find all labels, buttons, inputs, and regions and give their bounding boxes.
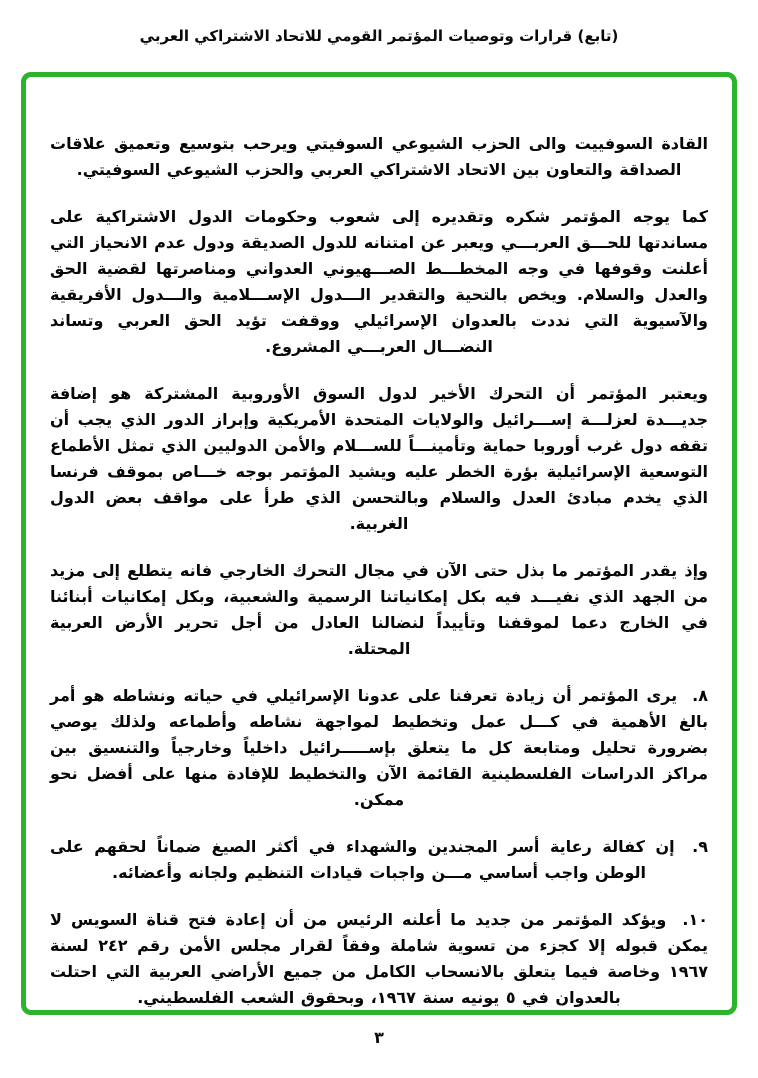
item-number: ٨. xyxy=(692,686,708,705)
numbered-item: ٩. إن كفالة رعاية أسر المجندين والشهداء في أكثر الصيغ ضماناً لحقهم على الوطن واجب أساسي مـــن واجبات قيادات التنظيم ولجانه وأعضائه. xyxy=(50,837,708,882)
document-frame xyxy=(21,72,737,1015)
numbered-item: ١٠. ويؤكد المؤتمر من جديد ما أعلنه الرئيس من أن إعادة فتح قناة السويس لا يمكن قبوله إلا كجزء من تسوية شاملة وفقاً لقرار مجلس الأمن رقم ٢٤٢ لسنة ١٩٦٧ وخاصة فيما يتعلق بالانسحاب الكامل من جميع الأراضي العربية التي احتلت بالعدوان في ٥ يونيه سنة ١٩٦٧، وبحقوق الشعب الفلسطيني. xyxy=(50,910,708,1007)
numbered-item: ٨. يرى المؤتمر أن زيادة تعرفنا على عدونا الإسرائيلي في حياته ونشاطه هو أمر بالغ الأهمية في كـــل عمل وتخطيط لمواجهة نشاطه وأطماعه ولذلك يوصي بضرورة تحليل ومتابعة كل ما يتعلق بإســـــرائيل داخلياً وخارجياً والتنسيق بين مراكز الدراسات الفلسطينية القائمة الآن والتخطيط للإفادة منها على أفضل نحو ممكن. xyxy=(50,686,708,809)
document-body xyxy=(50,131,708,1015)
page-number: ٣ xyxy=(374,1028,384,1047)
paragraph: وإذ يقدر المؤتمر ما بذل حتى الآن في مجال التحرك الخارجي فانه يتطلع إلى مزيد من الجهد الذي نفيـــد فيه بكل إمكانياتنا الرسمية والشعبية، وبكل إمكانيات أبنائنا في الخارج دعما لموقفنا وتأييداً لنضالنا العادل من أجل تحرير الأرض العربية المحتلة. xyxy=(50,561,708,658)
paragraph: ويعتبر المؤتمر أن التحرك الأخير لدول السوق الأوروبية المشتركة هو إضافة جديـــدة لعزلـــة إســـرائيل والولايات المتحدة الأمريكية وإبراز الدور الذي يجب أن تقفه دول غرب أوروبا حماية وتأمينـــاً للســـلام والأمن الدوليين الذي تمثل الأطماع التوسعية الإسرائيلية بؤرة الخطر عليه ويشيد المؤتمر بوجه خـــاص بموقف فرنسا الذي يخدم مبادئ العدل والسلام وبالتحسن الذي طرأ على مواقف بعض الدول الغربية. xyxy=(50,384,708,533)
page-title: (تابع) قرارات وتوصيات المؤتمر القومي للاتحاد الاشتراكي العربي xyxy=(139,27,619,45)
item-number: ٩. xyxy=(692,837,708,856)
paragraph: القادة السوفييت والى الحزب الشيوعي السوفيتي ويرحب بتوسيع وتعميق علاقات الصداقة والتعاون بين الاتحاد الاشتراكي العربي والحزب الشيوعي السوفيتي. xyxy=(50,134,708,179)
item-number: ١٠. xyxy=(682,910,708,929)
paragraph: كما يوجه المؤتمر شكره وتقديره إلى شعوب وحكومات الدول الاشتراكية على مساندتها للحـــق العربـــي ويعبر عن امتنانه للدول الصديقة ودول عدم الانحياز التي أعلنت وقوفها في وجه المخطـــط الصـــهيوني العدواني ومناصرتها لقضية الحق والعدل والسلام. ويخص بالتحية والتقدير الـــدول الإســـلامية والـــدول الأفريقية والآسيوية التي نددت بالعدوان الإسرائيلي ووقفت تؤيد الحق العربي وتساند النضـــال العربـــي المشروع. xyxy=(50,207,708,356)
